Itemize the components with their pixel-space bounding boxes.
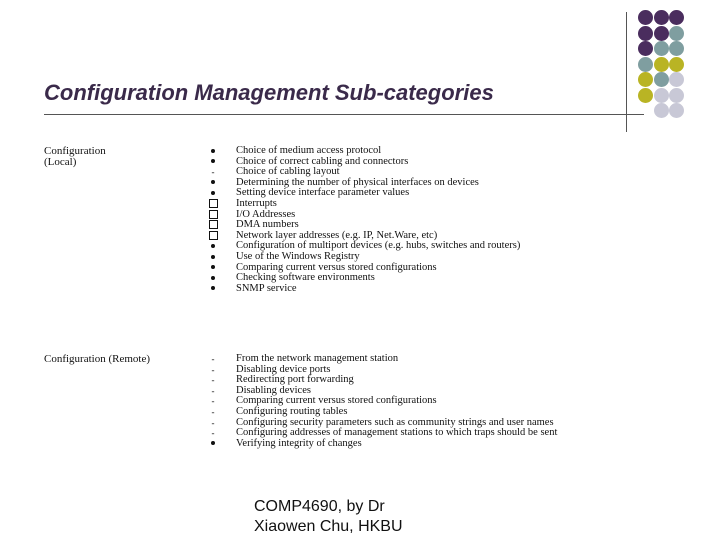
list-item-text: Checking software environments xyxy=(236,272,375,284)
footer-line2: Xiaowen Chu, HKBU xyxy=(254,518,403,535)
decorative-dot xyxy=(669,26,684,41)
list-item-text: Disabling devices xyxy=(236,384,311,396)
footer-line1: COMP4690, by Dr xyxy=(254,498,385,515)
decorative-dot xyxy=(654,41,669,56)
box-bullet-icon xyxy=(206,210,220,221)
list-item-text: Determining the number of physical interfaces on devices xyxy=(236,176,479,188)
footer-credit xyxy=(254,497,403,537)
list-item-text: Use of the Windows Registry xyxy=(236,250,360,262)
decorative-dot xyxy=(654,10,669,25)
list-item-text: Configuration of multiport devices (e.g. hubs, switches and routers) xyxy=(236,240,521,252)
category-local-line1: Configuration xyxy=(44,145,106,157)
dot-bullet-icon xyxy=(206,284,220,295)
list-item-text: I/O Addresses xyxy=(236,208,296,220)
list-item-text: Comparing current versus stored configurations xyxy=(236,395,437,407)
decorative-dot xyxy=(638,26,653,41)
decorative-dot xyxy=(638,57,653,72)
list-item-text: SNMP service xyxy=(236,282,297,294)
dot-bullet-icon xyxy=(206,241,220,252)
dot-bullet-icon xyxy=(206,146,220,157)
category-remote: Configuration (Remote) xyxy=(44,353,151,365)
decorative-dot xyxy=(654,103,669,118)
dot-bullet-icon xyxy=(206,178,220,189)
box-bullet-icon xyxy=(206,231,220,242)
list-item-text: Choice of cabling layout xyxy=(236,166,340,178)
decorative-dot-grid xyxy=(639,10,719,130)
decorative-dot xyxy=(654,26,669,41)
decorative-dot xyxy=(654,72,669,87)
dot-bullet-icon xyxy=(206,188,220,199)
box-bullet-icon xyxy=(206,220,220,231)
list-item-text: Configuring addresses of management stations to which traps should be sent xyxy=(236,427,558,439)
list-item-text: Disabling device ports xyxy=(236,363,331,375)
decorative-dot xyxy=(654,57,669,72)
dot-bullet-icon xyxy=(206,263,220,274)
list-item-text: From the network management station xyxy=(236,353,399,364)
decorative-dot xyxy=(638,41,653,56)
decorative-dot xyxy=(669,57,684,72)
list-item-text: Redirecting port forwarding xyxy=(236,374,354,386)
decorative-dot xyxy=(669,41,684,56)
decorative-dot xyxy=(669,10,684,25)
dot-bullet-icon xyxy=(206,439,220,450)
box-bullet-icon xyxy=(206,199,220,210)
list-item-text: Choice of correct cabling and connectors xyxy=(236,155,409,167)
list-item-text: DMA numbers xyxy=(236,219,299,231)
dot-bullet-icon xyxy=(206,273,220,284)
decorative-dot xyxy=(638,10,653,25)
decorative-dot xyxy=(638,72,653,87)
list-item-text: Choice of medium access protocol xyxy=(236,145,382,156)
list-item-text: Verifying integrity of changes xyxy=(236,437,362,449)
list-item-text: Comparing current versus stored configurations xyxy=(236,261,437,273)
category-local-line2: (Local) xyxy=(44,156,77,168)
dot-bullet-icon xyxy=(206,252,220,263)
decorative-dot xyxy=(669,103,684,118)
decorative-dot xyxy=(654,88,669,103)
decorative-dot xyxy=(669,72,684,87)
title-underline xyxy=(44,114,644,115)
category-local xyxy=(44,146,154,168)
list-item-text: Setting device interface parameter values xyxy=(236,187,410,199)
slide-title: Configuration Management Sub-categories xyxy=(44,80,494,105)
list-item-text: Configuring routing tables xyxy=(236,405,348,417)
decorative-dot xyxy=(638,88,653,103)
list-item-text: Configuring security parameters such as community strings and user names xyxy=(236,416,554,428)
decorative-dot xyxy=(669,88,684,103)
list-item-text: Network layer addresses (e.g. IP, Net.Ware, etc) xyxy=(236,229,438,241)
dot-bullet-icon xyxy=(206,157,220,168)
list-item-text: Interrupts xyxy=(236,197,277,209)
